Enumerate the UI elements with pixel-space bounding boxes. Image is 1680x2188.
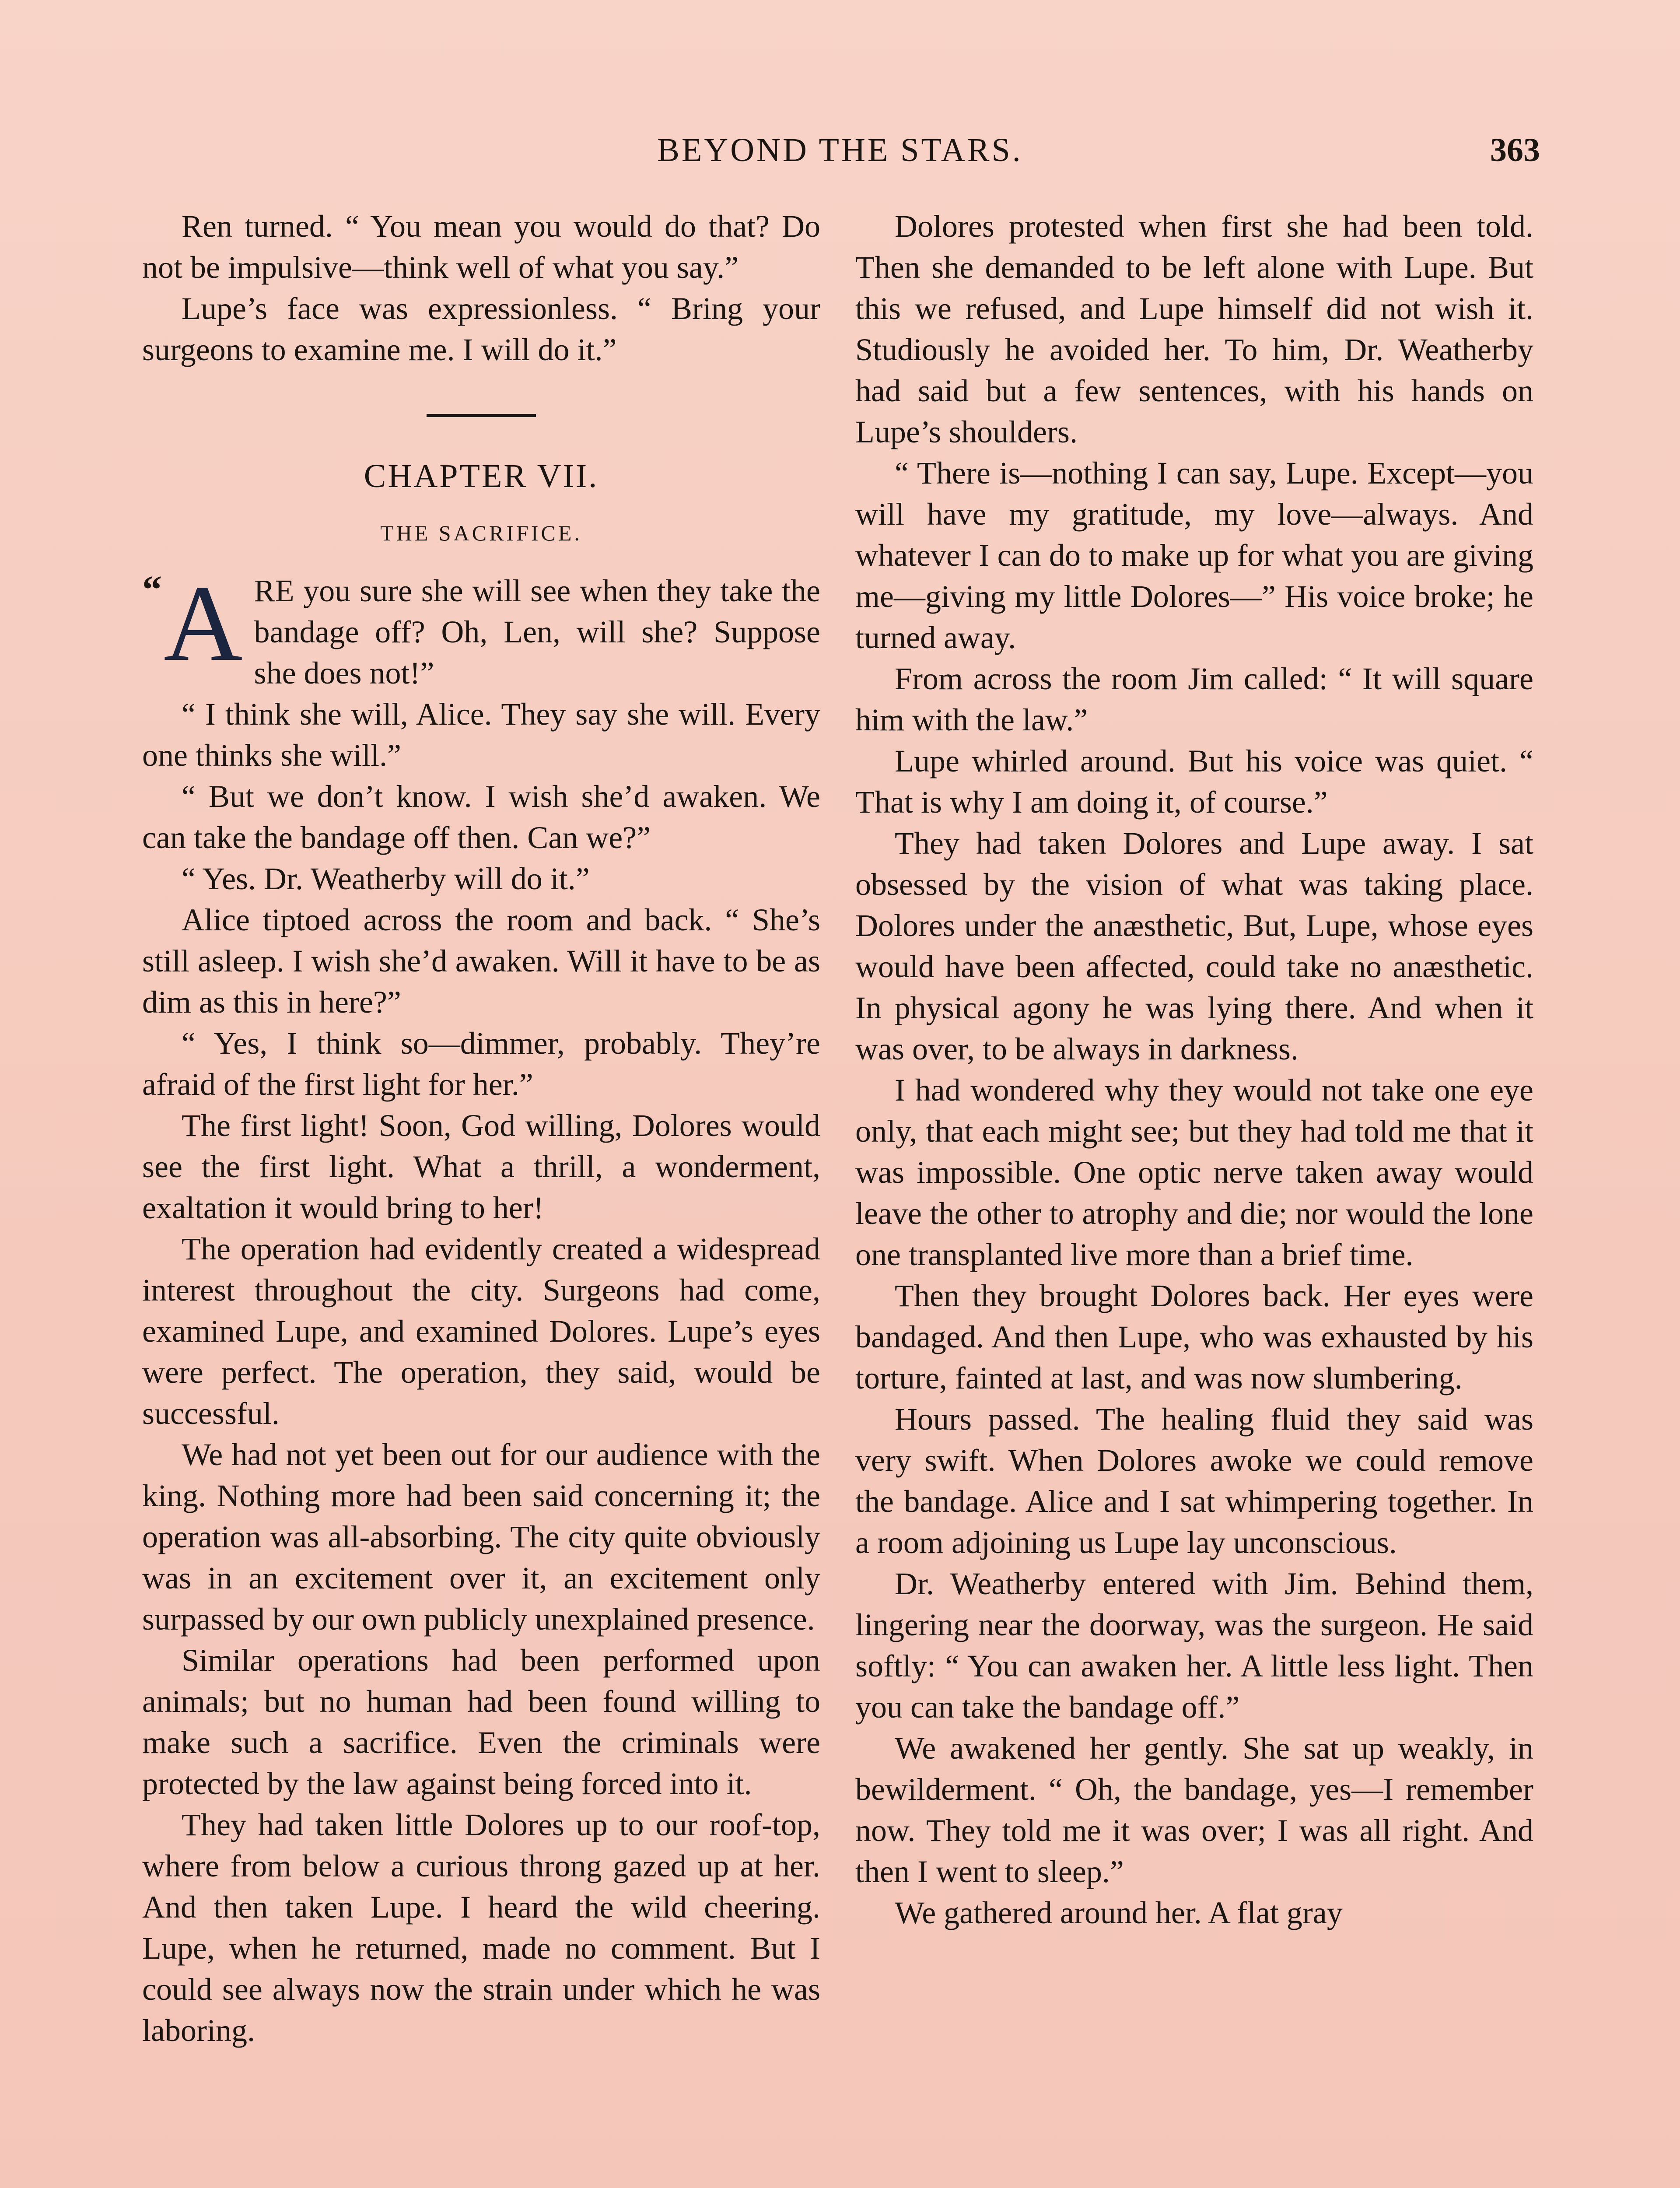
paragraph: They had taken Dolores and Lupe away. I sat obsessed by the vision of what was taking place. Dolores under the anæsthetic, But, Lupe, whose eyes would have been affected, could take no anæsthetic. In physical agony he was lying there. And when it was over, to be always in darkness. bbox=[855, 826, 1533, 1066]
paragraph: “ But we don’t know. I wish she’d awaken. We can take the bandage off then. Can we?” bbox=[142, 779, 820, 855]
paragraph: The first light! Soon, God willing, Dolores would see the first light. What a thrill, a wonderment, exaltation it would bring to her! bbox=[142, 1108, 820, 1225]
paragraph: We awakened her gently. She sat up weakly, in bewilderment. “ Oh, the bandage, yes—I remember now. They told me it was over; I was all right. And then I went to sleep.” bbox=[855, 1731, 1533, 1889]
paragraph: “ Yes. Dr. Weatherby will do it.” bbox=[182, 861, 590, 896]
opening-paragraph bbox=[142, 563, 820, 694]
paragraph: Hours passed. The healing fluid they said was very swift. When Dolores awoke we could remove the bandage. Alice and I sat whimpering together. In a room adjoining us Lupe lay unconscious. bbox=[855, 1402, 1533, 1560]
paragraph: They had taken little Dolores up to our roof-top, where from below a curious throng gazed up at her. And then taken Lupe. I heard the wild cheering. Lupe, when he returned, made no comment. But I could see always now the strain under which he was laboring. bbox=[142, 1807, 820, 2048]
paragraph: Lupe’s face was expressionless. “ Bring your surgeons to examine me. I will do it.” bbox=[142, 291, 820, 367]
paragraph: We gathered around her. A flat gray bbox=[895, 1895, 1343, 1930]
section-divider bbox=[427, 414, 536, 417]
paragraph: Ren turned. “ You mean you would do that? Do not be impulsive—think well of what you say.” bbox=[142, 209, 820, 285]
paragraph: “ Yes, I think so—dimmer, probably. They’re afraid of the first light for her.” bbox=[142, 1026, 820, 1102]
paragraph: Then they brought Dolores back. Her eyes were bandaged. And then Lupe, who was exhausted by his torture, fainted at last, and was now slumbering. bbox=[855, 1278, 1533, 1396]
right-column bbox=[855, 206, 1533, 1933]
dropcap-quote-mark: “ bbox=[142, 568, 162, 611]
paragraph: “ There is—nothing I can say, Lupe. Except—you will have my gratitude, my love—always. And whatever I can do to make up for what you are giving me—giving my little Dolores—” His voice broke; he turned away. bbox=[855, 456, 1533, 655]
chapter-subtitle: THE SACRIFICE. bbox=[380, 521, 582, 545]
dropcap-letter: A bbox=[164, 563, 243, 684]
paragraph: The operation had evidently created a widespread interest throughout the city. Surgeons had come, examined Lupe, and examined Dolores. Lupe’s eyes were perfect. The operation, they said, would be successful. bbox=[142, 1231, 820, 1431]
paragraph: Alice tiptoed across the room and back. “ She’s still asleep. I wish she’d awaken. Will it have to be as dim as this in here?” bbox=[142, 902, 820, 1020]
paragraph: I had wondered why they would not take one eye only, that each might see; but they had told me that it was impossible. One optic nerve taken away would leave the other to atrophy and die; nor would the lone one transplanted live more than a brief time. bbox=[855, 1073, 1533, 1272]
paragraph: Dr. Weatherby entered with Jim. Behind them, lingering near the doorway, was the surgeon. He said softly: “ You can awaken her. A little less light. Then you can take the bandage off.” bbox=[855, 1566, 1533, 1725]
paragraph: Lupe whirled around. But his voice was quiet. “ That is why I am doing it, of course.” bbox=[855, 743, 1533, 820]
paragraph: Dolores protested when first she had been told. Then she demanded to be left alone with Lupe. But this we refused, and Lupe himself did not wish it. Studiously he avoided her. To him, Dr. Weatherby had said but a few sentences, with his hands on Lupe’s shoulders. bbox=[855, 209, 1533, 449]
opening-text: RE you sure she will see when they take the bandage off? Oh, Len, will she? Suppose she does not!” bbox=[254, 573, 820, 691]
page-number: 363 bbox=[1490, 132, 1540, 168]
paragraph: Similar operations had been performed upon animals; but no human had been found willing to make such a sacrifice. Even the criminals were protected by the law against being forced into it. bbox=[142, 1643, 820, 1801]
running-title: BEYOND THE STARS. bbox=[657, 132, 1023, 168]
paragraph: We had not yet been out for our audience with the king. Nothing more had been said concerning it; the operation was all-absorbing. The city quite obviously was in an excitement over it, an excitement only surpassed by our own publicly unexplained presence. bbox=[142, 1437, 820, 1637]
paragraph: “ I think she will, Alice. They say she will. Every one thinks she will.” bbox=[142, 697, 820, 773]
left-column bbox=[142, 206, 820, 2051]
paragraph: From across the room Jim called: “ It will square him with the law.” bbox=[855, 661, 1533, 737]
running-header bbox=[140, 131, 1540, 179]
chapter-title: CHAPTER VII. bbox=[364, 458, 599, 494]
